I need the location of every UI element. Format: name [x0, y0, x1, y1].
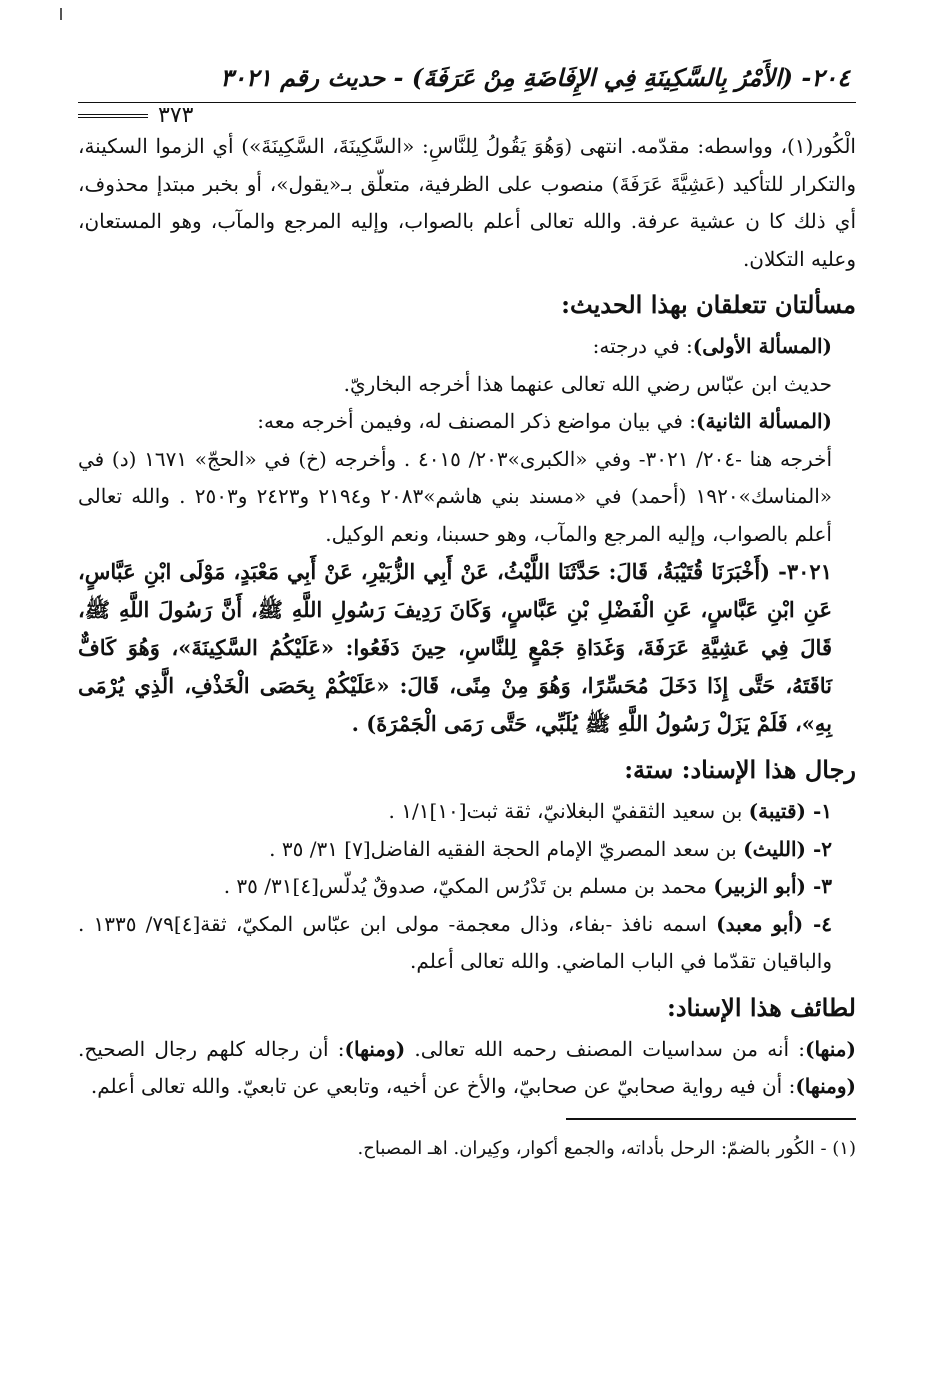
intro-paragraph: الْكُور(١)، وواسطه: مقدّمه. انتهى (وَهُوَ يَقُولُ لِلنَّاسِ: «السَّكِينَةَ، السَّكِينَةَ») أي الزموا السكينة، والتكرار للتأكيد (عَشِيَّةَ عَرَفَةَ) منصوب على الظرفية، متعلّق بـ«يقول»، أو بخبر مبتدإ محذوف، أي ذلك كا ن عشية عرفة. والله تعالى أعلم بالصواب، وإليه المرجع والمآب، وهو المستعان، وعليه التكلان.: [78, 134, 856, 271]
narrator-item: [78, 906, 856, 981]
lataif-label-2: (ومنها): [344, 1036, 406, 1061]
narrator-label: ٢- (الليث): [743, 836, 832, 861]
page-number-rule: [78, 114, 148, 118]
narrator-label: ٣- (أبو الزبير): [713, 874, 832, 898]
question-1: [78, 328, 856, 366]
question-1-text: حديث ابن عبّاس رضي الله تعالى عنهما هذا أخرجه البخاريّ.: [343, 371, 832, 396]
page: [78, 58, 856, 1166]
running-header: [78, 58, 856, 102]
lataif-text-2: : أن رجاله كلهم رجال الصحيح.: [78, 1036, 345, 1061]
narrator-text: محمد بن مسلم بن تَدْرُس المكيّ، صدوقٌ يُدلّس[٤]٣١/ ٣٥ .: [223, 874, 714, 898]
question-2-label: (المسألة الثانية): [696, 409, 832, 433]
section-heading-rijal: رجال هذا الإسناد: ستة:: [624, 755, 856, 784]
lataif-text-1: : أنه من سداسيات المصنف رحمه الله تعالى.: [405, 1036, 805, 1061]
question-2-rest: : في بيان مواضع ذكر المصنف له، وفيمن أخرجه معه:: [257, 409, 697, 433]
narrator-label: ٤- (أبو معبد): [716, 911, 832, 936]
hadith-text: ٣٠٢١- (أَخْبَرَنَا قُتَيْبَةُ، قَالَ: حَدَّثَنَا اللَّيْثُ، عَنْ أَبِي الزُّبَيْرِ، عَنْ أَبِي مَعْبَدٍ، مَوْلَى ابْنِ عَبَّاسٍ، عَنِ ابْنِ عَبَّاسٍ، عَنِ الْفَضْلِ بْنِ عَبَّاسٍ، وَكَانَ رَدِيفَ رَسُولِ اللَّهِ ﷺ، أَنَّ رَسُولَ اللَّهِ ﷺ، قَالَ فِي عَشِيَّةِ عَرَفَةَ، وَغَدَاةِ جَمْعٍ لِلنَّاسِ، حِينَ دَفَعُوا: «عَلَيْكُمُ السَّكِينَةَ»، وَهُوَ كَافٌّ نَاقَتَهُ، حَتَّى إِذَا دَخَلَ مُحَسِّرًا، وَهُوَ مِنْ مِنًى، قَالَ: «عَلَيْكُمْ بِحَصَى الْخَذْفِ، الَّذِي يُرْمَى بِهِ»، فَلَمْ يَزَلْ رَسُولُ اللَّهِ ﷺ يُلَبِّي، حَتَّى رَمَى الْجَمْرَةَ) .: [78, 559, 832, 736]
narrator-text: بن سعد المصريّ الإمام الحجة الفقيه الفاضل[٧] ٣١/ ٣٥ .: [269, 836, 744, 861]
margin-mark: [60, 8, 62, 20]
question-1-label: (المسألة الأولى): [692, 334, 832, 358]
question-2-text: أخرجه هنا -٢٠٤/ ٣٠٢١- وفي «الكبرى»٢٠٣/ ٤٠١٥ . وأخرجه (خ) في «الحجّ» ١٦٧١ (د) في «المناسك»١٩٢٠ (أحمد) في «مسند بني هاشم»٢٠٨٣ و٢١٩٤ و٢٤٢٣ و٢٥٠٣ . والله تعالى أعلم بالصواب، وإليه المرجع والمآب، وهو حسبنا، ونعم الوكيل.: [78, 446, 833, 546]
narrator-text: اسمه نافذ -بفاء، وذال معجمة- مولى ابن عبّاس المكيّ، ثقة[٤]٧٩/ ١٣٣٥ . والباقيان تقدّما في الباب الماضي. والله تعالى أعلم.: [78, 911, 832, 973]
narrator-item: [78, 831, 856, 869]
footnote-rule: [566, 1118, 856, 1120]
question-2: [78, 403, 856, 441]
narrator-text: بن سعيد الثقفيّ البغلانيّ، ثقة ثبت[١٠]١/١ .: [388, 799, 749, 823]
narrator-label: ١- (قتيبة): [748, 799, 832, 823]
section-heading-masail: مسألتان تتعلقان بهذا الحديث:: [561, 290, 856, 319]
lataif-text-3: : أن فيه رواية صحابيّ عن صحابيّ، والأخ عن أخيه، وتابعي عن تابعيّ. والله تعالى أعلم.: [90, 1074, 796, 1098]
lataif-label-3: (ومنها): [795, 1074, 856, 1098]
narrator-item: [78, 868, 856, 906]
header-title: ٢٠٤- (الأَمْرُ بِالسَّكِينَةِ فِي الإِفَاضَةِ مِنْ عَرَفَةَ) - حديث رقم ٣٠٢١: [220, 63, 850, 92]
section-heading-lataif: لطائف هذا الإسناد:: [666, 992, 856, 1022]
page-number-row: [78, 103, 856, 128]
narrator-item: [78, 793, 856, 831]
lataif-label-1: (منها): [805, 1036, 856, 1061]
lataif-paragraph: [78, 1031, 856, 1106]
narrators-list: [78, 793, 856, 981]
page-number: ٣٧٣: [158, 103, 194, 128]
footnote: (١) - الكُور بالضمّ: الرحل بأداته، والجمع أكوار، وكِيران. اهـ المصباح.: [357, 1137, 856, 1159]
question-1-rest: : في درجته:: [592, 334, 693, 358]
